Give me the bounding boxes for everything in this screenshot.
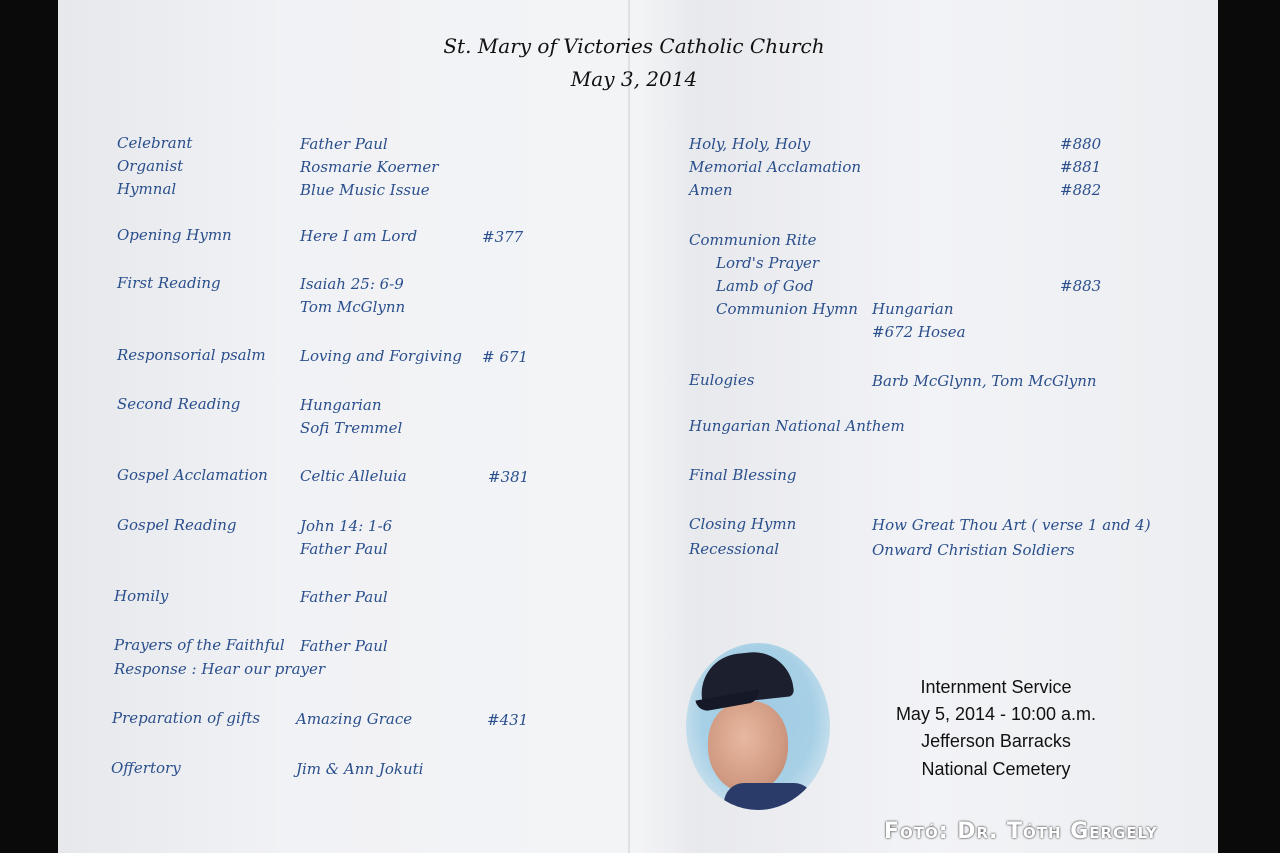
- program-detail: Celtic Alleluia: [300, 467, 407, 485]
- program-detail: Barb McGlynn, Tom McGlynn: [872, 372, 1097, 390]
- portrait-face: [708, 701, 788, 793]
- program-label: First Reading: [117, 274, 221, 292]
- program-label: Celebrant: [117, 134, 193, 152]
- program-detail: Amazing Grace: [296, 710, 413, 728]
- program-label: Response : Hear our prayer: [114, 660, 326, 678]
- hymn-number: #377: [482, 228, 524, 246]
- program-label: Prayers of the Faithful: [114, 636, 285, 654]
- paper-fold: [628, 0, 630, 853]
- program-label: Amen: [689, 181, 733, 199]
- hymn-number: #883: [1060, 277, 1102, 295]
- program-detail: Blue Music Issue: [300, 181, 430, 199]
- memorial-photo: [686, 643, 830, 810]
- program-detail: Father Paul: [300, 135, 388, 153]
- program-label: Gospel Reading: [117, 516, 237, 534]
- church-title: St. Mary of Victories Catholic Church: [443, 34, 825, 58]
- program-label: Responsorial psalm: [117, 346, 266, 364]
- program-detail: Loving and Forgiving: [300, 347, 462, 365]
- program-label: Holy, Holy, Holy: [689, 135, 811, 153]
- program-label: Organist: [117, 157, 184, 175]
- internment-cemetery: National Cemetery: [921, 759, 1071, 779]
- program-detail: Onward Christian Soldiers: [872, 541, 1075, 559]
- program-label: Final Blessing: [689, 466, 797, 484]
- program-detail: Father Paul: [300, 540, 388, 558]
- program-detail: Rosmarie Koerner: [300, 158, 439, 176]
- hymn-number: #881: [1060, 158, 1102, 176]
- internment-datetime: May 5, 2014 - 10:00 a.m.: [895, 704, 1097, 724]
- program-label: Opening Hymn: [117, 226, 232, 244]
- program-label: Second Reading: [117, 395, 241, 413]
- portrait-shirt: [724, 783, 814, 810]
- hymn-number: #880: [1060, 135, 1102, 153]
- service-date: May 3, 2014: [570, 67, 698, 91]
- program-detail: Hungarian: [300, 396, 382, 414]
- program-label: Lamb of God: [716, 277, 814, 295]
- program-detail: Father Paul: [300, 588, 388, 606]
- program-detail: How Great Thou Art ( verse 1 and 4): [872, 516, 1151, 534]
- program-detail: Hungarian: [872, 300, 954, 318]
- program-label: Communion Rite: [689, 231, 817, 249]
- program-label: Recessional: [689, 540, 780, 558]
- program-detail: Sofi Tremmel: [300, 419, 403, 437]
- program-label: Lord's Prayer: [716, 254, 820, 272]
- program-label: Eulogies: [689, 371, 755, 389]
- hymn-number: #882: [1060, 181, 1102, 199]
- program-detail: Tom McGlynn: [300, 298, 406, 316]
- program-label: Gospel Acclamation: [117, 466, 268, 484]
- program-detail: Father Paul: [300, 637, 388, 655]
- program-detail: #672 Hosea: [872, 323, 966, 341]
- program-label: Communion Hymn: [716, 300, 858, 318]
- program-label: Closing Hymn: [689, 515, 797, 533]
- hymn-number: # 671: [482, 348, 528, 366]
- program-label: Memorial Acclamation: [689, 158, 862, 176]
- program-detail: John 14: 1-6: [300, 517, 393, 535]
- program-label: Homily: [114, 587, 169, 605]
- hymn-number: #431: [487, 711, 529, 729]
- hymn-number: #381: [488, 468, 530, 486]
- program-detail: Isaiah 25: 6-9: [300, 275, 404, 293]
- program-label: Hymnal: [117, 180, 177, 198]
- internment-title: Internment Service: [920, 677, 1072, 697]
- program-label: Offertory: [111, 759, 181, 777]
- program-detail: Here I am Lord: [300, 227, 418, 245]
- program-label: Hungarian National Anthem: [689, 417, 905, 435]
- program-label: Preparation of gifts: [112, 709, 261, 727]
- photo-credit-watermark: Fotó: Dr. Tóth Gergely: [884, 819, 1158, 844]
- program-detail: Jim & Ann Jokuti: [296, 760, 424, 778]
- internment-place: Jefferson Barracks: [921, 731, 1071, 751]
